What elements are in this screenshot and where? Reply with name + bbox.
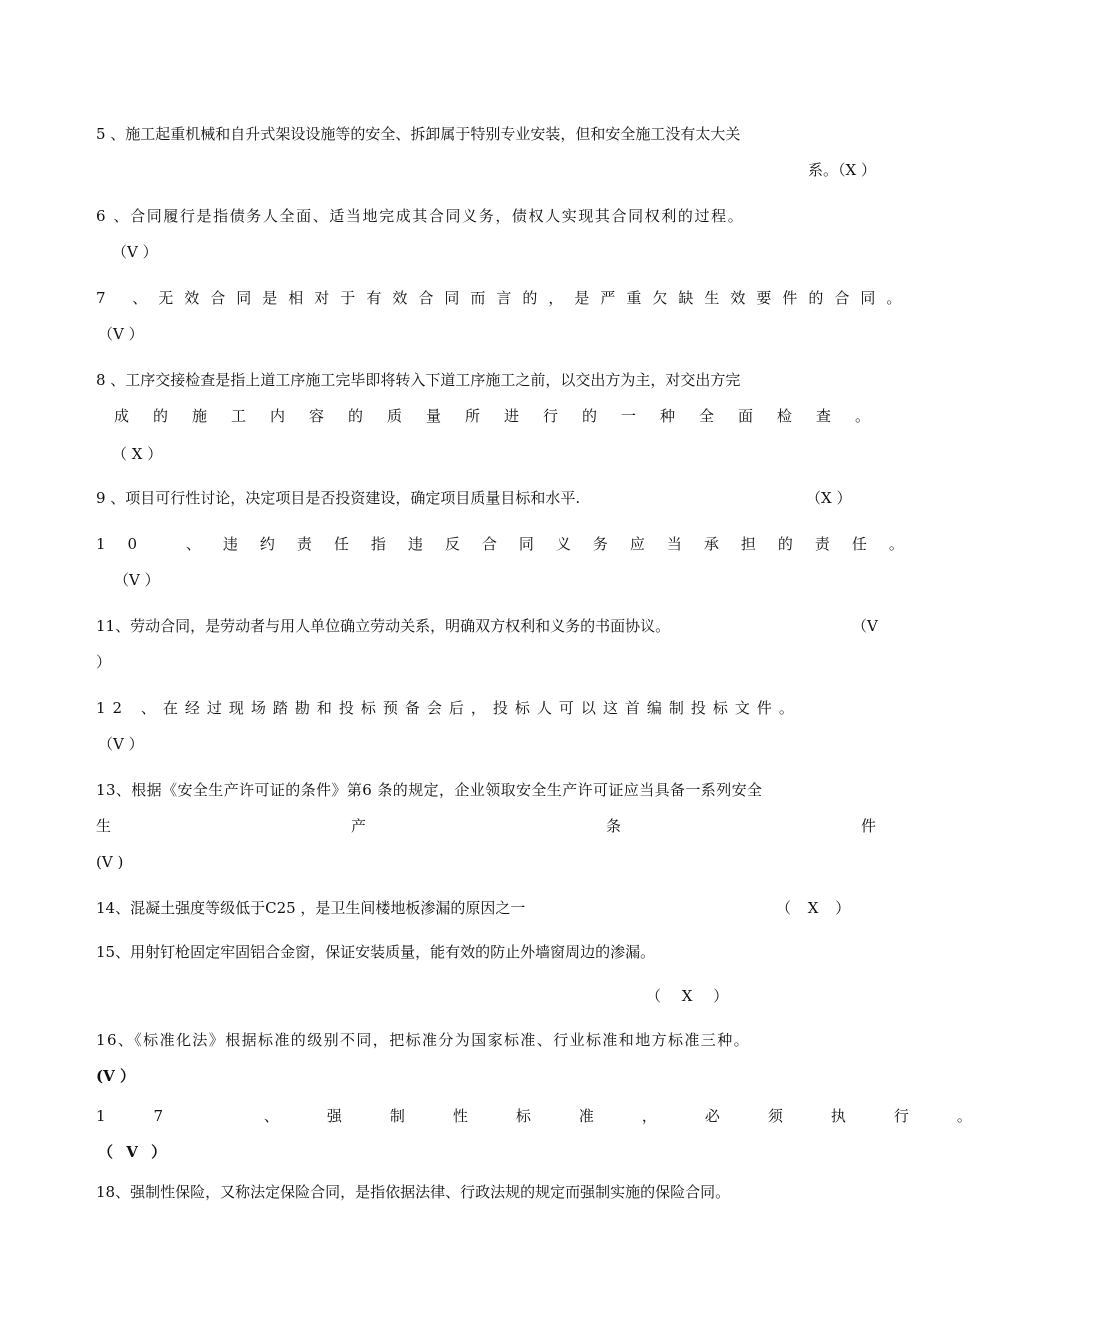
question-12-answer: （V ） xyxy=(98,735,144,753)
question-14-line-1: 14、混凝土强度等级低于C25 ，是卫生间楼地板渗漏的原因之一 xyxy=(96,899,526,917)
question-8-line-1: 8 、工序交接检查是指上道工序施工完毕即将转入下道工序施工之前，以交出方为主，对交出方完 xyxy=(96,371,741,389)
question-15-line-1: 15、用射钉枪固定牢固铝合金窗，保证安装质量，能有效的防止外墙窗周边的渗漏。 xyxy=(96,943,656,961)
question-5-answer: 系。（X ） xyxy=(808,161,876,179)
question-9-answer: （X ） xyxy=(806,489,852,507)
question-10-line-1: 10 、违约责任指违反合同义务应当承担的责任。 xyxy=(96,535,926,553)
question-5-line-1: 5 、施工起重机械和自升式架设设施等的安全、拆卸属于特别专业安装，但和安全施工没有太大关 xyxy=(96,125,741,143)
question-11-answer-open: （V xyxy=(852,617,878,635)
question-8-line-2: 成的施工内容的质量所进行的一种全面检查。 xyxy=(114,407,895,425)
question-10-answer: （V ） xyxy=(114,571,160,589)
question-11-answer-close: ） xyxy=(96,653,112,671)
question-9-line-1: 9 、项目可行性讨论，决定项目是否投资建设，确定项目质量目标和水平. xyxy=(96,489,581,507)
question-15-answer: （ X ） xyxy=(646,987,737,1005)
question-11-line-1: 11、劳动合同，是劳动者与用人单位确立劳动关系，明确双方权利和义务的书面协议。 xyxy=(96,617,671,635)
question-16-answer: (V ） xyxy=(96,1067,135,1085)
question-8-answer: （ X ） xyxy=(112,445,163,463)
question-14-answer: （ X ） xyxy=(776,899,857,917)
question-18-line-1: 18、强制性保险，又称法定保险合同，是指依据法律、行政法规的规定而强制实施的保险合同。 xyxy=(96,1183,731,1201)
question-16-line-1: 16、《标准化法》根据标准的级别不同，把标准分为国家标准、行业标准和地方标准三种。 xyxy=(96,1031,750,1049)
question-7-answer: （V ） xyxy=(98,325,144,343)
question-6-line-1: 6 、合同履行是指债务人全面、适当地完成其合同义务，债权人实现其合同权利的过程。 xyxy=(96,207,745,225)
question-13-line-2: 生产条件 xyxy=(96,817,1116,835)
question-17-answer: （ V ） xyxy=(98,1143,171,1161)
question-6-answer: （V ） xyxy=(112,243,158,261)
question-17-line-1: 17 、强制性标准，必须执行。 xyxy=(96,1107,1020,1125)
question-13-answer: (V ) xyxy=(96,853,124,871)
question-7-line-1: 7 、无效合同是相对于有效合同而言的，是严重欠缺生效要件的合同。 xyxy=(96,289,913,307)
question-13-line-1: 13、根据《安全生产许可证的条件》第6 条的规定，企业领取安全生产许可证应当具备一系列安全 xyxy=(96,781,763,799)
question-12-line-1: 12 、在经过现场踏勘和投标预备会后，投标人可以这首编制投标文件。 xyxy=(96,699,801,717)
